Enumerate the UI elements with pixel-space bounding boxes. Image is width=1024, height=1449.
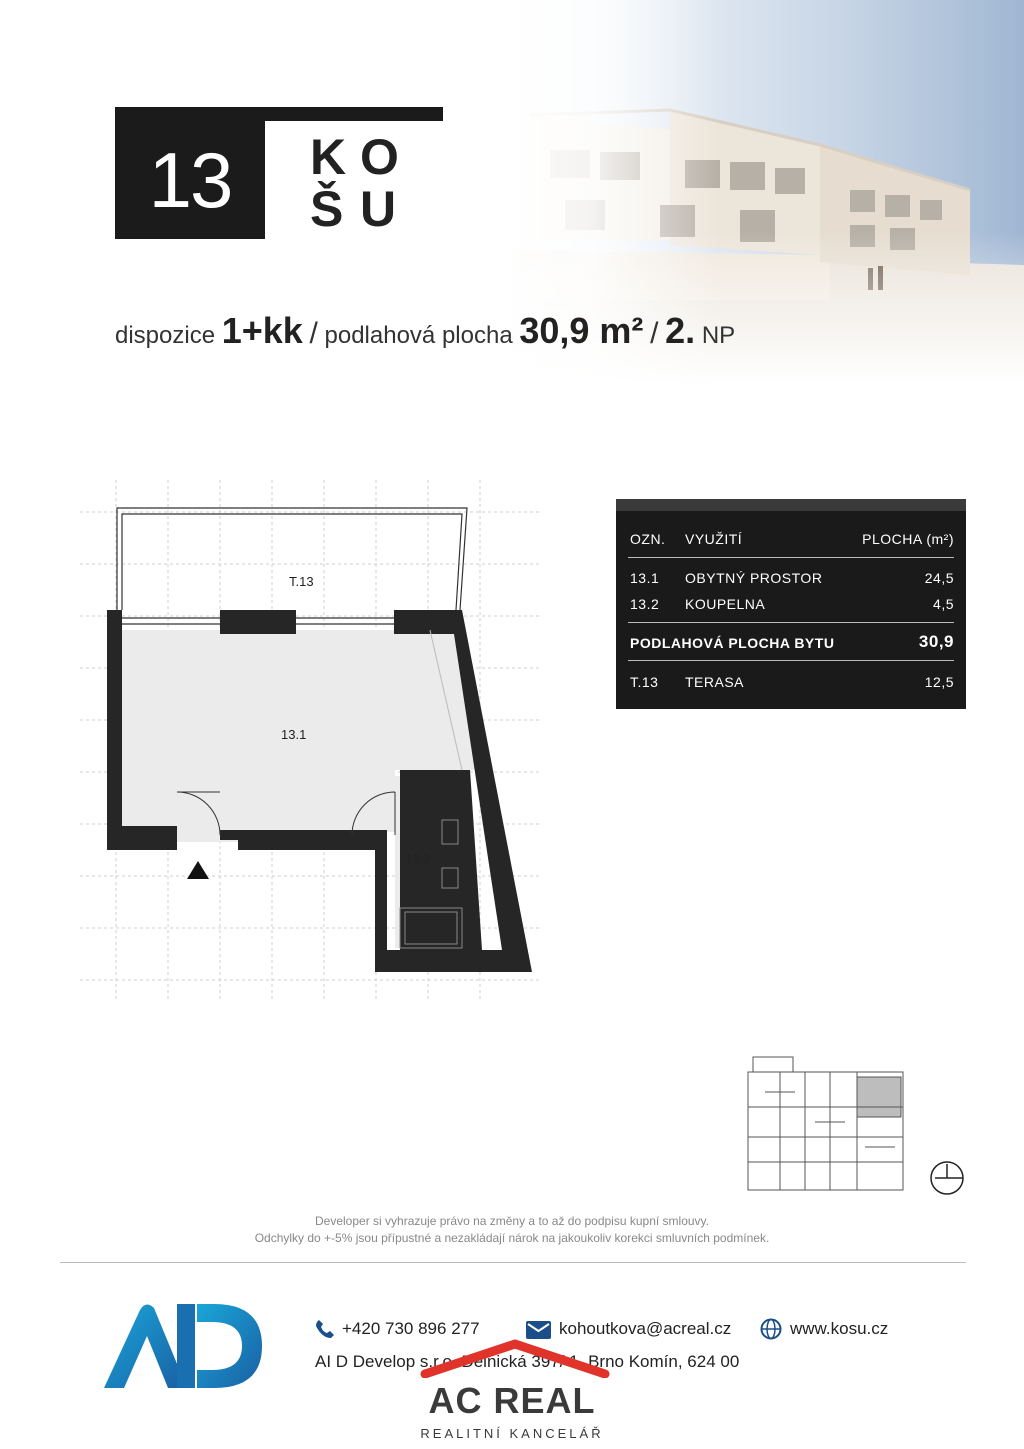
watermark-brand: AC REAL: [428, 1380, 596, 1421]
area-label: podlahová plocha: [324, 322, 513, 349]
terrace-area: 12,5: [924, 674, 954, 690]
unit-number-badge: [115, 121, 265, 239]
logo-letter-s: Š: [310, 181, 344, 237]
row-area: 4,5: [933, 596, 954, 612]
floor-label: NP: [701, 322, 736, 349]
row-code: 13.2: [630, 596, 660, 612]
entrance-arrow-icon: [187, 861, 209, 879]
header-code: OZN.: [630, 531, 666, 547]
kosu-logo: [310, 128, 410, 238]
building-key-plan: [745, 1052, 970, 1197]
watermark-subtitle: REALITNÍ KANCELÁŘ: [420, 1426, 604, 1441]
ac-real-watermark-roof: [420, 1338, 610, 1378]
row-area: 24,5: [924, 570, 954, 586]
logo-letter-o: O: [360, 129, 399, 185]
living-room-label: 13.1: [281, 727, 307, 742]
unit-number: 13: [148, 136, 232, 224]
table-divider: [628, 660, 954, 661]
floor-value: 2.: [665, 310, 696, 351]
phone-link[interactable]: +420 730 896 277: [342, 1319, 480, 1338]
room-area-table: [616, 499, 966, 709]
terrace-use: TERASA: [685, 674, 745, 690]
header-use: VYUŽITÍ: [685, 531, 743, 547]
row-code: 13.1: [630, 570, 660, 586]
header-area: PLOCHA (m²): [862, 531, 954, 547]
disclaimer-line: Odchylky do +-5% jsou přípustné a nezakládají nárok na jakoukoliv korekci smluvních podmínek.: [254, 1231, 770, 1245]
floor-plan: [70, 480, 550, 1010]
terrace-outline: [117, 508, 467, 610]
email-link[interactable]: kohoutkova@acreal.cz: [559, 1319, 732, 1338]
mail-icon: [526, 1321, 551, 1339]
phone-icon: [314, 1318, 336, 1340]
row-use: KOUPELNA: [685, 596, 766, 612]
north-arrow-icon: [931, 1162, 963, 1194]
layout-label: dispozice: [115, 322, 216, 349]
table-divider: [628, 622, 954, 623]
row-use: OBYTNÝ PROSTOR: [685, 570, 823, 586]
table-divider: [628, 557, 954, 558]
separator: /: [650, 317, 659, 350]
logo-letter-k: K: [310, 129, 347, 185]
website-link[interactable]: www.kosu.cz: [790, 1319, 889, 1338]
footer-divider: [60, 1262, 966, 1263]
disclaimer-line: Developer si vyhrazuje právo na změny a to až do podpisu kupní smlouvy.: [315, 1214, 709, 1228]
logo-letter-u: U: [360, 181, 397, 237]
disclaimer: [0, 1213, 1024, 1247]
globe-icon: [760, 1318, 782, 1340]
terrace-label: T.13: [289, 574, 314, 589]
area-value: 30,9 m²: [519, 310, 644, 351]
separator: /: [309, 317, 318, 350]
total-label: PODLAHOVÁ PLOCHA BYTU: [630, 635, 835, 651]
unit-summary-line: [115, 310, 735, 352]
developer-address: AI D Develop s.r.o. Dělnická 397/ 1, Brno Komín, 624 00: [315, 1352, 740, 1371]
header-accent-bar: [115, 107, 443, 121]
table-top-bar: [616, 499, 966, 511]
total-value: 30,9: [918, 632, 954, 651]
terrace-code: T.13: [630, 674, 659, 690]
layout-value: 1+kk: [221, 310, 303, 351]
bathroom-label: 13.2: [405, 851, 431, 866]
